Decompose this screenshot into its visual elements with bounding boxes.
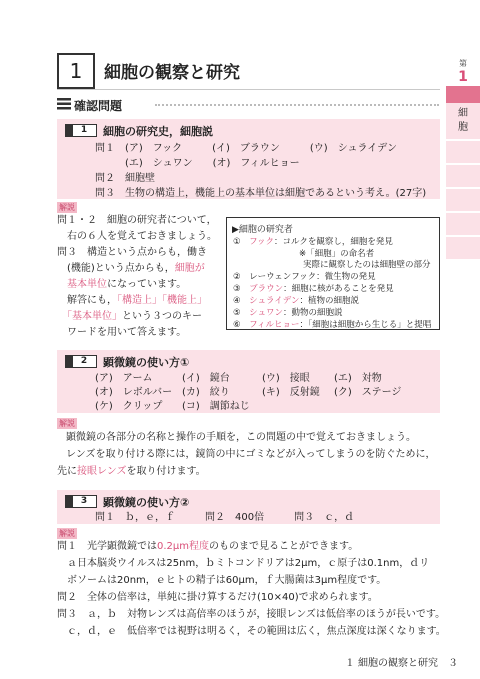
question-2-number-text: 2: [80, 356, 88, 366]
side-tab-block: [446, 141, 480, 163]
info-row-3: [233, 282, 394, 294]
chapter-title: 細胞の観察と研究: [104, 63, 240, 83]
exp1-line-4: [57, 261, 205, 277]
exp3-line-1: [57, 539, 358, 555]
info-row-1: [233, 235, 393, 247]
side-tab-prefix: 第: [459, 59, 467, 68]
question-2-number: [65, 355, 97, 368]
info-row-1-num: ①: [233, 237, 250, 247]
exp1-line-7b: という３つのキー: [122, 311, 202, 322]
exp3-line-1c: のものまで見ることができます。: [209, 541, 359, 552]
info-row-5-desc: ：動物の細胞説: [282, 308, 343, 318]
exp3-line-2: ａ日本脳炎ウイルスは25nm，ｂミトコンドリアは2μm，ｃ原子は0.1nm，ｄリ: [57, 558, 430, 569]
section-stripes-icon: [57, 98, 71, 110]
info-row-6-num: ⑥: [233, 320, 250, 330]
exp3-line-1b: 0.2μm程度: [157, 541, 210, 552]
section-title: 確認問題: [74, 99, 123, 113]
q2-row1-a: (ア) アーム: [95, 373, 153, 384]
exp3-line-3: ボソームは20nm，ｅヒトの精子は60μm，ｆ大腸菌は3μm程度です。: [57, 575, 387, 586]
question-3-title: 顕微鏡の使い方②: [103, 496, 190, 509]
side-tab-label-1: 細: [458, 108, 468, 119]
info-row-6-name: フィルヒョー: [249, 320, 300, 330]
question-2-title: 顕微鏡の使い方①: [103, 356, 190, 369]
info-row-5-name: シュワン: [249, 308, 283, 318]
side-tab-active-bar: [446, 86, 480, 104]
kaisetsu-label-2: 解説: [59, 419, 75, 428]
q2-row1-b: (イ) 鏡台: [182, 373, 230, 384]
question-1-box: [57, 119, 440, 199]
exp2-line-3: [57, 464, 206, 480]
side-tab-label: [446, 103, 480, 139]
exp1-line-7a: 「基本単位」: [57, 311, 122, 322]
section-dotted-rule: [155, 104, 439, 106]
question-1-number-text: 1: [80, 125, 88, 135]
q2-row2-d: (ク) ステージ: [334, 387, 402, 398]
exp3-line-6: ｃ，ｄ，ｅ 低倍率では視野は明るく，その範囲は広く，焦点深度は深くなります。: [57, 626, 446, 637]
exp1-line-1: 問１・２ 細胞の研究者について，: [57, 215, 217, 226]
side-tab-block: [446, 189, 480, 211]
question-1-title: 細胞の研究史，細胞説: [103, 125, 213, 138]
q1-answer-line-3: 問２ 細胞壁: [95, 173, 155, 184]
info-row-4-desc: ：植物の細胞説: [299, 296, 360, 306]
info-row-6: [233, 318, 431, 330]
question-3-number-text: 3: [80, 496, 88, 506]
researchers-info-box: [226, 217, 440, 330]
q1-answer-line-4: 問３ 生物の構造上，機能上の基本単位は細胞であるという考え。(27字): [95, 188, 427, 199]
chapter-number: 1: [69, 59, 83, 83]
q1-answer-line-1: 問１ (ア) フック (イ) ブラウン (ウ) シュライデン: [95, 143, 398, 154]
exp2-line-3c: を取り付けます。: [126, 466, 206, 477]
q2-row2-a: (オ) レボルバー: [95, 387, 173, 398]
exp1-line-5a: 基本単位: [57, 279, 107, 290]
question-2-box: [57, 350, 440, 413]
chapter-divider: [57, 89, 440, 90]
exp1-line-7: [57, 309, 202, 325]
question-1-number: [65, 124, 97, 137]
q2-row3-b: (コ) 調節ねじ: [182, 401, 250, 412]
exp2-line-2: レンズを取り付ける際には，鏡筒の中にゴミなどが入ってしまうのを防ぐために，: [66, 449, 436, 460]
exp1-line-6a: 解答にも，: [57, 295, 117, 306]
info-row-1-note-2: 実際に観察したのは細胞壁の部分: [303, 260, 431, 270]
exp1-line-6: [57, 293, 207, 309]
exp3-line-5: 問３ ａ，ｂ 対物レンズは高倍率のほうが，接眼レンズは低倍率のほうが長いです。: [57, 609, 446, 620]
info-row-1-desc: ：コルクを観察し，細胞を発見: [274, 237, 393, 247]
info-row-6-desc: ：「細胞は細胞から生じる」と提唱: [299, 320, 432, 330]
question-3-number: [65, 495, 97, 508]
exp1-line-5b: になっています。: [107, 279, 187, 290]
question-3-box: [57, 490, 440, 524]
exp3-line-1a: 問１ 光学顕微鏡では: [57, 541, 157, 552]
q2-row1-d: (エ) 対物: [334, 373, 382, 384]
info-row-5-num: ⑤: [233, 308, 250, 318]
side-tab-block: [446, 213, 480, 235]
q2-row2-c: (キ) 反射鏡: [262, 387, 320, 398]
exp1-line-4b: 細胞が: [174, 263, 205, 274]
exp3-line-4: 問２ 全体の倍率は，単純に掛け算するだけ(10×40)で求められます。: [57, 592, 378, 603]
side-tab-block: [446, 237, 480, 259]
chapter-number-box: [57, 53, 95, 89]
info-row-1-note-1: ※「細胞」の命名者: [299, 249, 375, 259]
info-box-title: ▶細胞の研究者: [232, 225, 293, 235]
exp1-line-6b: 「構造上」「機能上」: [117, 295, 207, 306]
info-row-4-num: ④: [233, 296, 250, 306]
q3-answer-line: 問１ ｂ，ｅ，ｆ 問２ 400倍 問３ ｃ，ｄ: [95, 512, 355, 523]
q2-row2-b: (カ) 絞り: [182, 387, 230, 398]
exp2-line-3b: 接眼レンズ: [77, 466, 127, 477]
info-row-4: [233, 294, 359, 306]
exp1-line-8: ワードを用いて答えます。: [57, 327, 187, 338]
side-tab-chapter-num: 1: [458, 69, 468, 85]
q1-answer-line-2: (エ) シュワン (オ) フィルヒョー: [95, 158, 300, 169]
exp1-line-2: 右の６人を覚えておきましょう。: [57, 231, 217, 242]
exp1-line-3: 問３ 構造という点からも，働き: [57, 247, 207, 258]
exp1-line-4a: (機能)という点からも，: [57, 263, 175, 274]
page-footer: １ 細胞の観察と研究 ３: [344, 658, 458, 669]
kaisetsu-label-3: 解説: [59, 529, 75, 538]
info-row-5: [233, 306, 342, 318]
info-row-1-name: フック: [249, 237, 275, 247]
exp2-line-3a: 先に: [57, 466, 77, 477]
side-tab-label-2: 胞: [458, 122, 468, 133]
side-tab-block: [446, 165, 480, 187]
exp1-line-5: [57, 277, 186, 293]
q2-row1-c: (ウ) 接眼: [262, 373, 310, 384]
info-row-3-name: ブラウン: [249, 284, 284, 294]
exp2-line-1: 顕微鏡の各部分の名称と操作の手順を，この問題の中で覚えておきましょう。: [66, 432, 416, 443]
info-row-4-name: シュライデン: [249, 296, 300, 306]
q2-row3-a: (ケ) クリップ: [95, 401, 163, 412]
info-row-3-desc: ：細胞に核があることを発見: [283, 284, 394, 294]
info-row-2: ② レーウェンフック：微生物の発見: [233, 272, 376, 282]
kaisetsu-label-1: 解説: [59, 203, 75, 212]
info-row-3-num: ③: [233, 284, 250, 294]
